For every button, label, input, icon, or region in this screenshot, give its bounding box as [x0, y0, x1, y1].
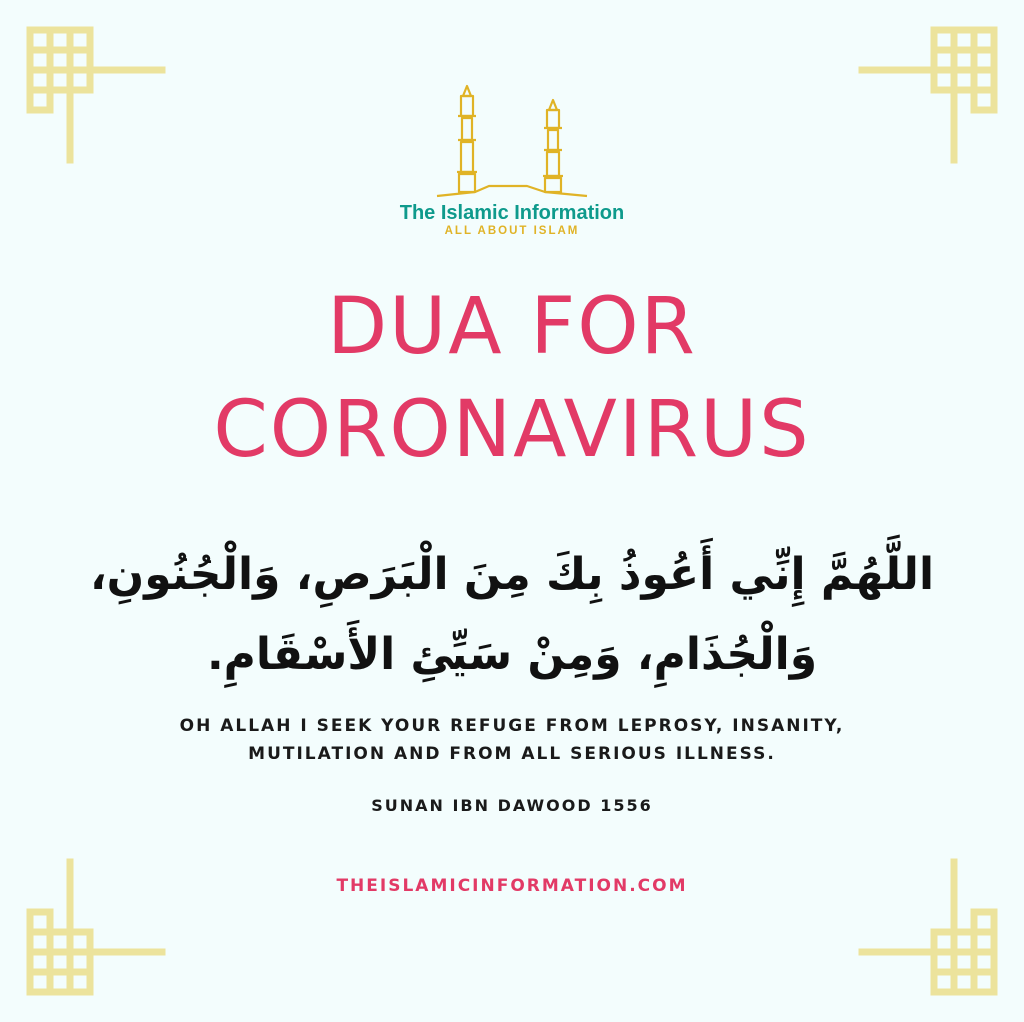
minarets-icon — [427, 82, 597, 202]
hadith-reference: SUNAN IBN DAWOOD 1556 — [371, 796, 653, 815]
knot-ornament-icon — [20, 832, 190, 1002]
knot-ornament-icon — [20, 20, 190, 190]
page-title-line-1: DUA FOR — [327, 282, 697, 372]
knot-ornament-icon — [834, 832, 1004, 1002]
website-link[interactable]: THEISLAMICINFORMATION.COM — [336, 876, 688, 896]
page-title-line-2: CORONAVIRUS — [213, 385, 811, 475]
corner-ornament-bottom-right — [834, 832, 1004, 1002]
arabic-dua-line-2: وَالْجُذَامِ، وَمِنْ سَيِّئِ الأَسْقَامِ. — [206, 629, 818, 680]
translation-line-1: OH ALLAH I SEEK YOUR REFUGE FROM LEPROSY, INSANITY, — [179, 716, 845, 736]
logo-tagline: ALL ABOUT ISLAM — [444, 225, 580, 237]
corner-ornament-top-left — [20, 20, 190, 190]
site-logo — [362, 82, 662, 252]
arabic-dua-line-1: اللَّهُمَّ إِنِّي أَعُوذُ بِكَ مِنَ الْبَرَصِ، وَالْجُنُونِ، — [89, 549, 935, 600]
knot-ornament-icon — [834, 20, 1004, 190]
logo-name: The Islamic Information — [399, 202, 625, 224]
corner-ornament-bottom-left — [20, 832, 190, 1002]
corner-ornament-top-right — [834, 20, 1004, 190]
translation-line-2: MUTILATION AND FROM ALL SERIOUS ILLNESS. — [248, 744, 776, 764]
